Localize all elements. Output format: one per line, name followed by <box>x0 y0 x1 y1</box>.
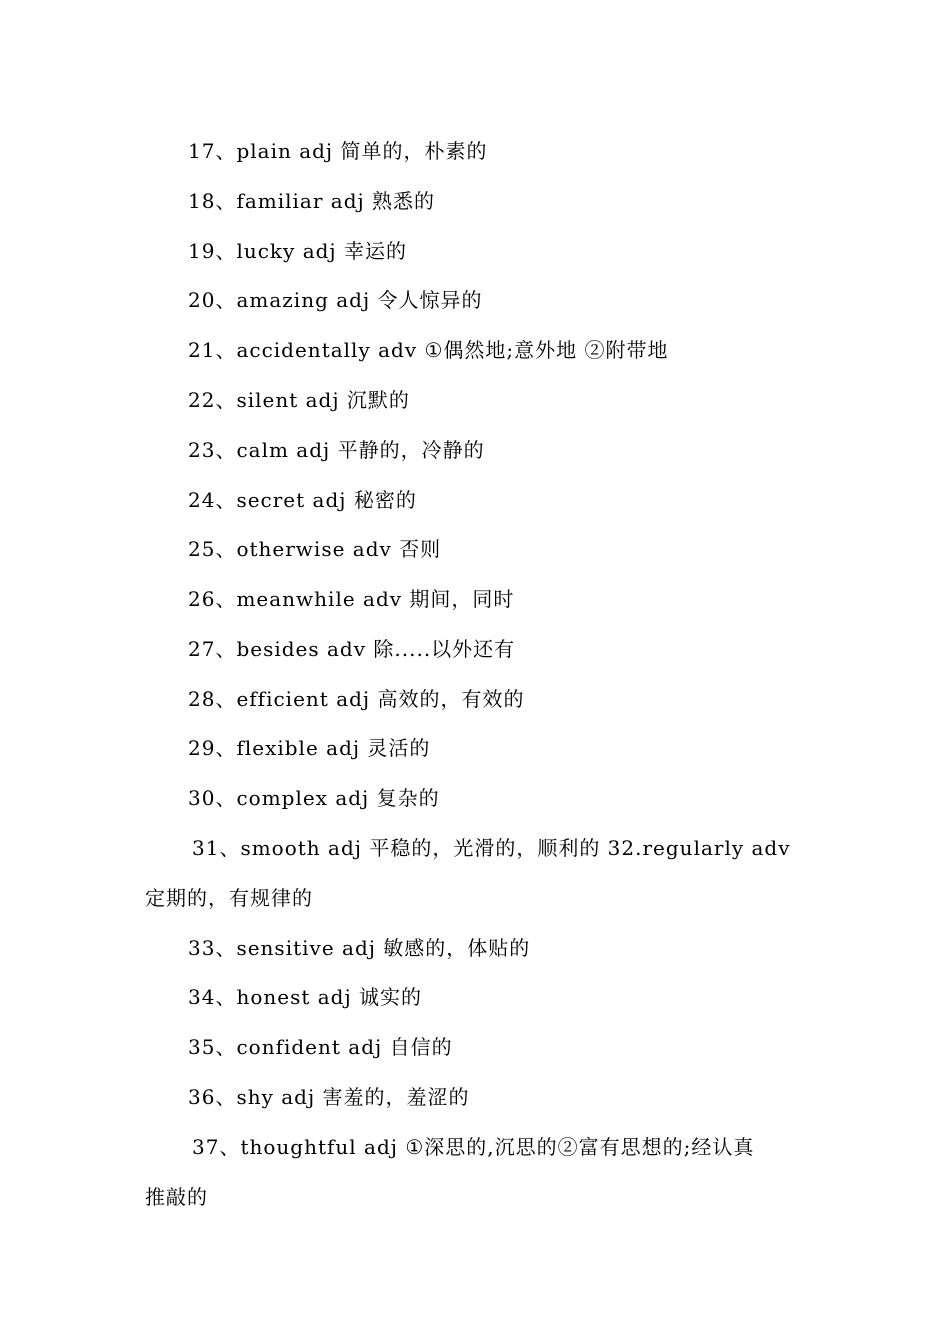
vocab-entry-24: 24、secret adj 秘密的 <box>188 488 417 512</box>
vocab-entry-31-line1: 31、smooth adj 平稳的，光滑的，顺利的 32.regularly adv <box>192 836 791 860</box>
vocab-entry-20: 20、amazing adj 令人惊异的 <box>188 288 483 312</box>
vocab-entry-31-line2: 定期的，有规律的 <box>145 886 313 910</box>
vocab-entry-18: 18、familiar adj 熟悉的 <box>188 189 436 213</box>
vocab-entry-26: 26、meanwhile adv 期间，同时 <box>188 587 515 611</box>
vocab-entry-37-line1: 37、thoughtful adj ①深思的,沉思的②富有思想的;经认真 <box>192 1135 755 1159</box>
vocab-entry-36: 36、shy adj 害羞的，羞涩的 <box>188 1085 470 1109</box>
vocab-entry-27: 27、besides adv 除.....以外还有 <box>188 637 516 661</box>
vocab-entry-22: 22、silent adj 沉默的 <box>188 388 410 412</box>
vocab-entry-23: 23、calm adj 平静的，冷静的 <box>188 438 485 462</box>
vocab-entry-28: 28、efficient adj 高效的，有效的 <box>188 687 525 711</box>
vocab-entry-25: 25、otherwise adv 否则 <box>188 537 442 561</box>
vocab-entry-19: 19、lucky adj 幸运的 <box>188 239 407 263</box>
vocab-entry-37-line2: 推敲的 <box>145 1185 208 1209</box>
vocab-entry-33: 33、sensitive adj 敏感的，体贴的 <box>188 936 531 960</box>
vocab-entry-34: 34、honest adj 诚实的 <box>188 985 423 1009</box>
vocab-entry-21: 21、accidentally adv ①偶然地;意外地 ②附带地 <box>188 338 669 362</box>
vocab-entry-17: 17、plain adj 简单的，朴素的 <box>188 139 488 163</box>
vocab-entry-30: 30、complex adj 复杂的 <box>188 786 440 810</box>
vocab-entry-35: 35、confident adj 自信的 <box>188 1035 453 1059</box>
vocab-entry-29: 29、flexible adj 灵活的 <box>188 736 431 760</box>
